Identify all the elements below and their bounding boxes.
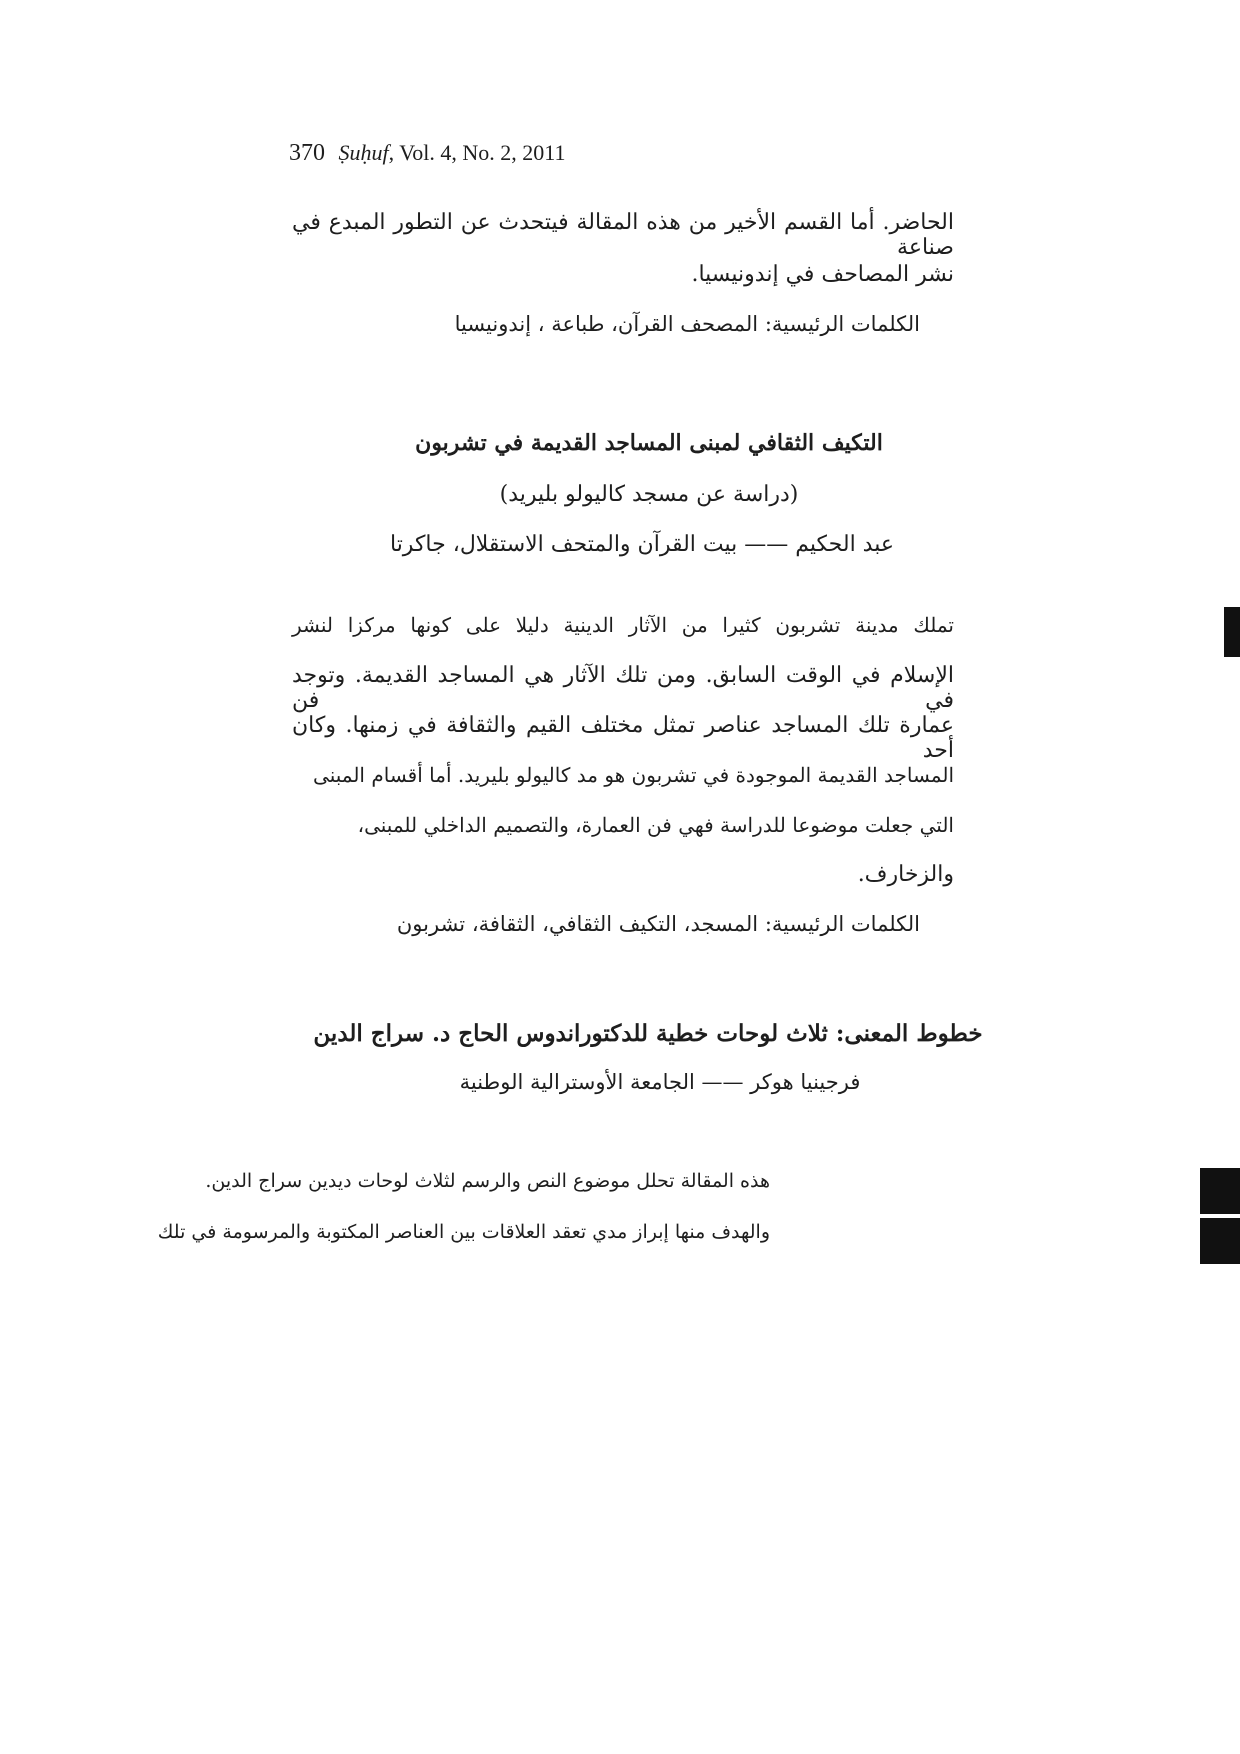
page-number: 370 (289, 140, 325, 166)
article3-line-1: هذه المقالة تحلل موضوع النص والرسم لثلاث لوحات ديدين سراج الدين. (205, 1170, 770, 1192)
article3-author: فرجينيا هوكر —— الجامعة الأوسترالية الوطنية (459, 1070, 861, 1094)
abstract1-keywords: الكلمات الرئيسية: المصحف القرآن، طباعة ، إندونيسيا (454, 312, 920, 336)
journal-volume: , Vol. 4, No. 2, 2011 (388, 140, 566, 165)
scan-edge-mark (1200, 1168, 1240, 1214)
article2-author: عبد الحكيم —— بيت القرآن والمتحف الاستقلال، جاكرتا (389, 532, 894, 557)
abstract1-line-1: الحاضر. أما القسم الأخير من هذه المقالة فيتحدث عن التطور المبدع في صناعة (292, 210, 954, 260)
article3-title: خطوط المعنى: ثلاث لوحات خطية للدكتوراندوس الحاج د. سراج الدين (313, 1020, 983, 1047)
journal-name: Ṣuḥuf (338, 140, 389, 165)
article2-title: التكيف الثقافي لمبنى المساجد القديمة في تشربون (415, 430, 883, 456)
article2-line-2: الإسلام في الوقت السابق. ومن تلك الآثار هي المساجد القديمة. وتوجد في فن (292, 663, 954, 713)
article2-line-5: التي جعلت موضوعا للدراسة فهي فن العمارة، والتصميم الداخلي للمبنى، (357, 813, 954, 837)
running-header (289, 140, 565, 167)
scan-edge-mark (1200, 1218, 1240, 1264)
article2-line-1: تملك مدينة تشربون كثيرا من الآثار الدينية دليلا على كونها مركزا لنشر (292, 613, 954, 637)
article2-line-3: عمارة تلك المساجد عناصر تمثل مختلف القيم والثقافة في زمنها. وكان أحد (292, 713, 954, 763)
scan-edge-mark (1224, 607, 1240, 657)
article2-line-6: والزخارف. (857, 862, 954, 887)
article2-keywords: الكلمات الرئيسية: المسجد، التكيف الثقافي، الثقافة، تشربون (396, 912, 920, 936)
abstract1-line-2: نشر المصاحف في إندونيسيا. (691, 262, 954, 287)
article3-line-2: والهدف منها إبراز مدي تعقد العلاقات بين العناصر المكتوبة والمرسومة في تلك (157, 1221, 770, 1243)
article2-line-4: المساجد القديمة الموجودة في تشربون هو مد كاليولو بليريد. أما أقسام المبنى (313, 763, 954, 787)
article2-subtitle: (دراسة عن مسجد كاليولو بليريد) (499, 482, 799, 507)
